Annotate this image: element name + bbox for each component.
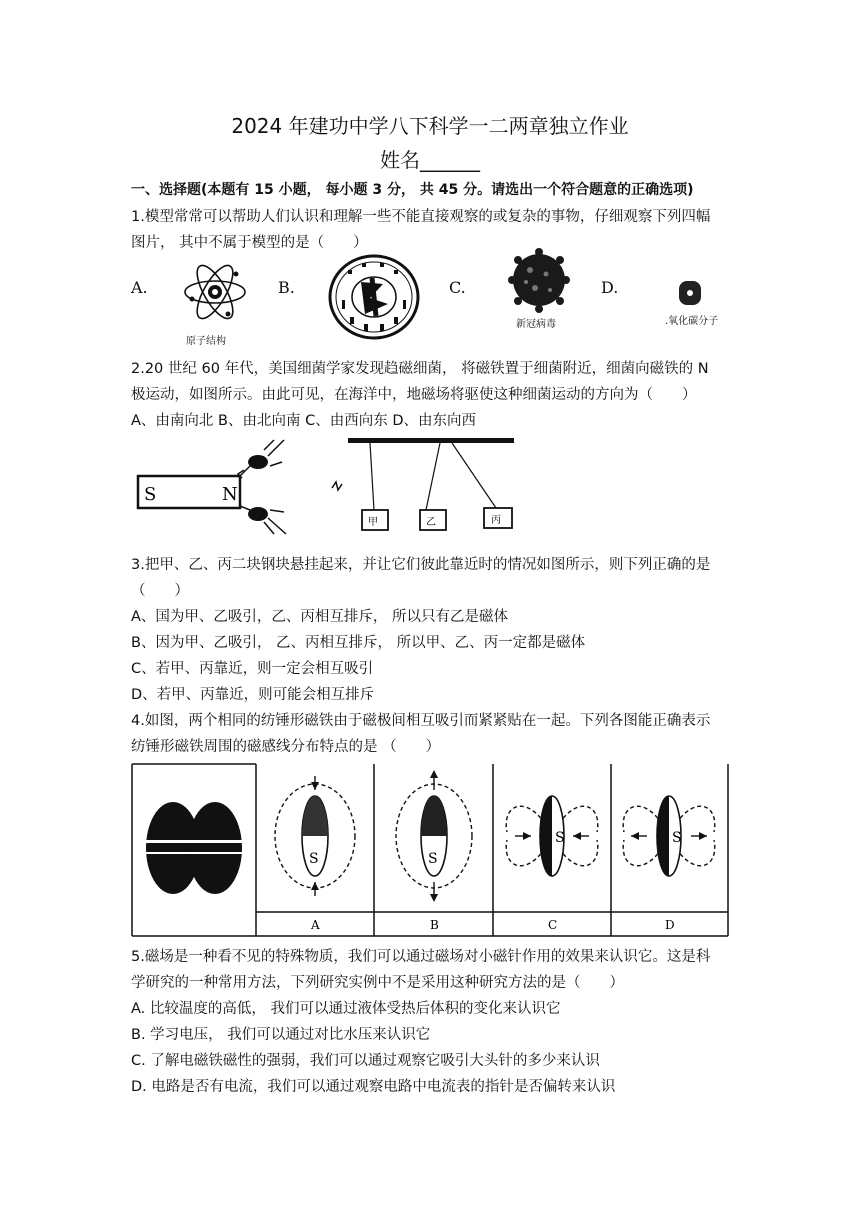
q4-text-line1: 4.如图，两个相同的纺锤形磁铁由于磁极间相互吸引而紧紧贴在一起。下列各图能正确表示	[131, 713, 711, 729]
spindle-magnets-figure	[131, 762, 729, 938]
page-title: 2024 年建功中学八下科学一二两章独立作业	[231, 114, 629, 138]
q5-option-b: B. 学习电压， 我们可以通过对比水压来认识它	[131, 1027, 431, 1043]
section-heading: 一、选择题(本题有 15 小题， 每小题 3 分， 共 45 分。请选出一个符合题意的正确选项)	[131, 182, 694, 198]
q1-caption-molecule: .氧化碳分子	[665, 316, 719, 327]
name-line: 姓名______	[380, 148, 480, 172]
magnets-photo	[145, 802, 243, 894]
block-label-yi: 乙	[426, 517, 436, 528]
q1-label-d: D.	[601, 278, 619, 297]
suspended-blocks-figure	[326, 434, 516, 536]
q3-text-line1: 3.把甲、乙、丙二块钢块悬挂起来，并让它们彼此靠近时的情况如图所示，则下列正确的是	[131, 557, 711, 573]
panel-label-d: D	[665, 918, 675, 932]
panel-d-diagram	[623, 796, 715, 876]
q3-option-c: C、若甲、丙靠近，则一定会相互吸引	[131, 661, 374, 677]
q1-text-line2: 图片， 其中不属于模型的是（ ）	[131, 235, 368, 251]
q2-text-line2: 极运动，如图所示。由此可见，在海洋中，地磁场将驱使这种细菌运动的方向为（ ）	[131, 387, 697, 403]
q5-option-d: D. 电路是否有电流，我们可以通过观察电路中电流表的指针是否偏转来认识	[131, 1079, 616, 1095]
q1-label-b: B.	[278, 278, 295, 297]
panel-c-pole: S	[555, 830, 565, 846]
q3-option-b: B、因为甲、乙吸引， 乙、丙相互排斥， 所以甲、乙、丙一定都是磁体	[131, 635, 586, 651]
q5-option-c: C. 了解电磁铁磁性的强弱，我们可以通过观察它吸引大头针的多少来认识	[131, 1053, 600, 1069]
school-seal-figure	[328, 254, 420, 340]
molecule-figure	[674, 278, 708, 308]
coronavirus-figure	[508, 248, 570, 314]
panel-b-pole: S	[428, 851, 438, 867]
panel-a-diagram	[275, 776, 355, 896]
q4-text-line2: 纺锤形磁铁周围的磁感线分布特点的是 （ ）	[131, 739, 441, 755]
panel-d-pole: S	[672, 830, 682, 846]
q3-text-line2: （ ）	[131, 583, 189, 599]
panel-c-diagram	[506, 796, 598, 876]
atom-structure-figure	[180, 262, 250, 332]
q3-option-a: A、国为甲、乙吸引，乙、丙相互排斥， 所以只有乙是磁体	[131, 609, 509, 625]
block-label-jia: 甲	[368, 517, 378, 528]
q3-option-d: D、若甲、丙靠近，则可能会相互排斥	[131, 687, 375, 703]
block-label-bing: 丙	[491, 515, 501, 526]
magnet-bacteria-figure	[134, 436, 294, 538]
panel-label-b: B	[430, 918, 439, 932]
q2-options: A、由南向北 B、由北向南 C、由西向东 D、由东向西	[131, 413, 476, 429]
q5-text-line2: 学研究的一种常用方法，下列研究实例中不是采用这种研究方法的是（ ）	[131, 975, 624, 991]
panel-label-c: C	[548, 918, 558, 932]
q2-text-line1: 2.20 世纪 60 年代，美国细菌学家发现趋磁细菌， 将磁铁置于细菌附近，细菌向磁铁的 N	[131, 361, 709, 377]
q1-caption-virus: 新冠病毒	[516, 319, 556, 330]
q1-caption-atom: 原子结构	[186, 336, 226, 347]
magnet-n-label: N	[222, 484, 238, 505]
panel-a-pole: S	[309, 851, 319, 867]
q1-label-a: A.	[131, 278, 148, 297]
panel-label-a: A	[311, 918, 320, 932]
q1-label-c: C.	[449, 278, 466, 297]
q5-text-line1: 5.磁场是一种看不见的特殊物质，我们可以通过磁场对小磁针作用的效果来认识它。这是科	[131, 949, 711, 965]
magnet-s-label: S	[144, 484, 157, 505]
q5-option-a: A. 比较温度的高低， 我们可以通过液体受热后体积的变化来认识它	[131, 1001, 561, 1017]
panel-b-diagram	[396, 770, 472, 902]
q1-text-line1: 1.模型常常可以帮助人们认识和理解一些不能直接观察的或复杂的事物，仔细观察下列四幅	[131, 209, 711, 225]
